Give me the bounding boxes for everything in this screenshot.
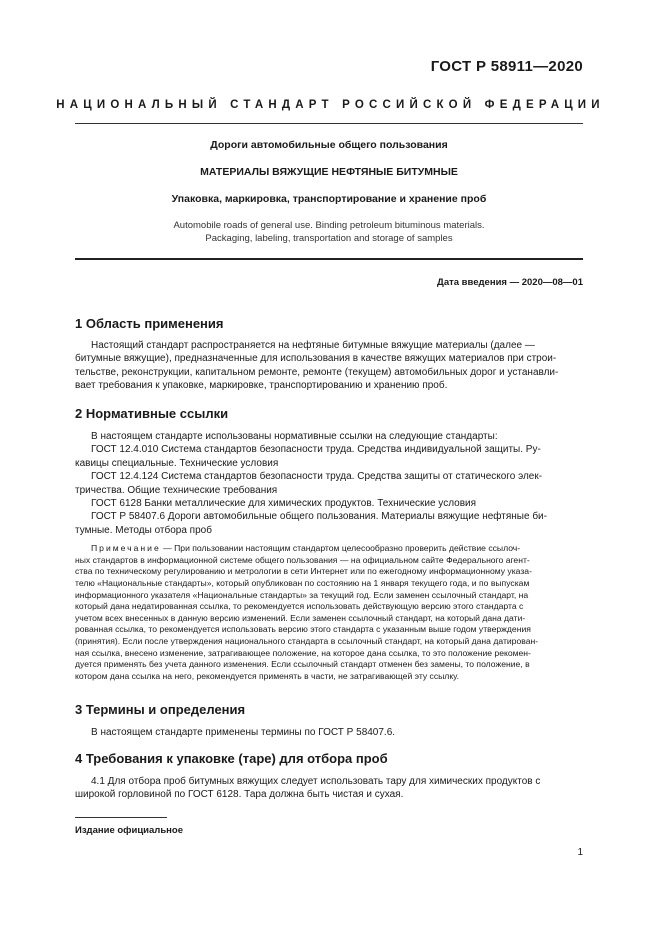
note-label: Примечание — [91, 543, 161, 554]
introduction-date: Дата введения — 2020—08—01 — [437, 277, 583, 288]
reference-line: ГОСТ 12.4.124 Система стандартов безопасности труда. Средства защиты от статического элек- — [91, 471, 543, 483]
text-line: В настоящем стандарте использованы нормативные ссылки на следующие стандарты: — [91, 431, 498, 442]
note-line: рованная ссылка, то рекомендуется использовать версию этого стандарта с указанным выше годом утверждения — [75, 624, 531, 635]
title-english-line-1: Automobile roads of general use. Binding petroleum bituminous materials. — [173, 220, 485, 231]
reference-line: ГОСТ 6128 Банки металлические для химических продуктов. Технические условия — [91, 498, 477, 510]
note-line: (принятия). Если после утверждения национального стандарта в ссылочный стандарт, на который дана датирован- — [75, 636, 539, 646]
section-heading: 2 Нормативные ссылки — [75, 406, 229, 421]
text-line: битумные вяжущие), предназначенные для использования в качестве вяжущих материалов при строи- — [75, 353, 557, 365]
text-line: тельстве, реконструкции, капитальном ремонте, ремонте (текущем) автомобильных дорог и устанавли- — [75, 366, 559, 378]
reference-line: ГОСТ 12.4.010 Система стандартов безопасности труда. Средства индивидуальной защиты. Ру- — [91, 444, 541, 456]
note-line: телю «Национальные стандарты», который опубликован по состоянию на 1 января текущего года, и по выпускам — [75, 578, 530, 589]
note-line: учетом всех внесенных в данную версию изменений. Если заменен ссылочный стандарт, на который дана дати- — [75, 612, 526, 623]
note-line: котором дана ссылка на него, рекомендуется применять в части, не затрагивающей эту ссылку. — [75, 670, 460, 681]
text-line: Настоящий стандарт распространяется на нефтяные битумные вяжущие материалы (далее — — [91, 340, 535, 351]
section-packaging-requirements — [75, 751, 583, 802]
note-line — [75, 543, 583, 555]
note-text: — При пользовании настоящим стандартом целесообразно проверить действие ссылоч- — [160, 543, 521, 554]
section-heading: 3 Термины и определения — [75, 702, 246, 717]
section-body — [75, 339, 583, 393]
title-subject: Упаковка, маркировка, транспортирование и хранение проб — [171, 193, 487, 205]
page-number: 1 — [577, 847, 583, 858]
title-road-category: Дороги автомобильные общего пользования — [210, 139, 448, 151]
section-heading: 4 Требования к упаковке (таре) для отбора проб — [75, 751, 388, 766]
reference-line: кавицы специальные. Технические условия — [75, 457, 279, 469]
note-line: который дана недатированная ссылка, то рекомендуется использовать действующую версию этого стандарта с — [75, 601, 524, 612]
text-line: широкой горловиной по ГОСТ 6128. Тара должна быть чистая и сухая. — [75, 789, 404, 801]
section-body — [75, 430, 583, 537]
note-line: дуется применять без учета данного изменения. Если ссылочный стандарт отменен без замены, то положение, в — [75, 659, 530, 670]
national-standard-banner: НАЦИОНАЛЬНЫЙ СТАНДАРТ РОССИЙСКОЙ ФЕДЕРАЦИИ — [56, 99, 605, 111]
section-normative-references — [75, 406, 583, 682]
note-line: информационного указателя «Национальные стандарты» за текущий год. Если заменен ссылочный стандарт, на — [75, 589, 529, 600]
section-body — [75, 775, 583, 802]
title-english-line-2: Packaging, labeling, transportation and storage of samples — [205, 233, 453, 244]
reference-line: тумные. Методы отбора проб — [75, 524, 212, 536]
text-line: 4.1 Для отбора проб битумных вяжущих следует использовать тару для химических продуктов с — [91, 776, 541, 787]
section-heading: 1 Область применения — [75, 316, 224, 331]
text-line: В настоящем стандарте применены термины по ГОСТ Р 58407.6. — [91, 727, 396, 738]
section-scope — [75, 316, 583, 393]
official-edition-label: Издание официальное — [75, 825, 183, 836]
footer-divider — [75, 817, 167, 818]
text-line: вает требования к упаковке, маркировке, транспортированию и хранению проб. — [75, 380, 448, 392]
title-main: МАТЕРИАЛЫ ВЯЖУЩИЕ НЕФТЯНЫЕ БИТУМНЫЕ — [200, 166, 458, 178]
note-line: ная ссылка, внесено изменение, затрагивающее положение, на которое дана ссылка, то это положение рекомен- — [75, 647, 531, 658]
section-terms — [75, 702, 583, 739]
note-line: ных стандартов в информационной системе общего пользования — на официальном сайте Федерального агент- — [75, 554, 530, 565]
section-body — [75, 726, 583, 739]
reference-line: ГОСТ Р 58407.6 Дороги автомобильные общего пользования. Материалы вяжущие нефтяные би- — [91, 511, 547, 523]
doc-code: ГОСТ Р 58911—2020 — [430, 58, 583, 75]
reference-line: тричества. Общие технические требования — [75, 484, 278, 496]
title-divider — [75, 258, 583, 260]
note-block — [75, 543, 583, 682]
title-english — [75, 219, 583, 245]
note-line: ства по техническому регулированию и метрологии в сети Интернет или по ежегодному информационному указа- — [75, 566, 532, 577]
header-divider — [75, 123, 583, 124]
